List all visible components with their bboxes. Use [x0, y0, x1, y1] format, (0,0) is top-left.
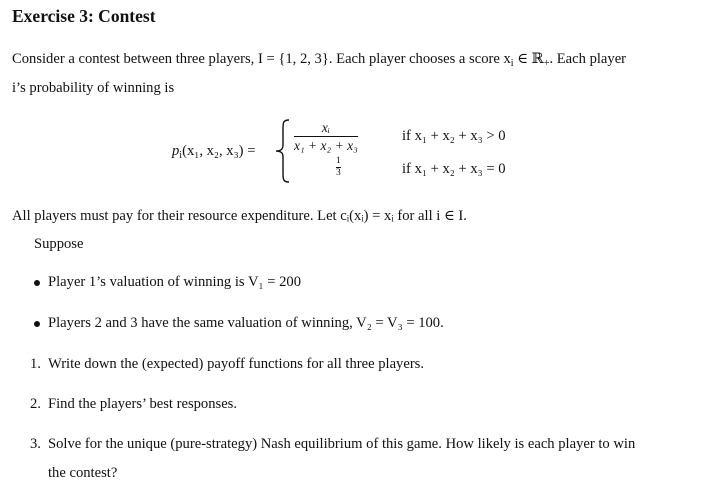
case2-fraction	[336, 157, 341, 178]
question-3-continuation: the contest?	[48, 465, 118, 481]
left-brace-icon	[272, 119, 292, 183]
case1-numerator: xᵢ	[321, 120, 330, 135]
question-1-number: 1.	[30, 356, 41, 372]
exercise-title: Exercise 3: Contest	[12, 6, 156, 26]
question-3-text: Solve for the unique (pure-strategy) Nash equilibrium of this game. How likely is each player to win	[48, 436, 636, 452]
intro-line-1-end: . Each player	[549, 51, 627, 67]
intro-line-2: i’s probability of winning is	[12, 80, 175, 96]
bullet-icon	[34, 280, 40, 286]
intro-line-1-rest: ∈ ℝ	[513, 51, 544, 67]
suppose-text: Suppose	[34, 236, 84, 252]
question-2-text: Find the players’ best responses.	[48, 396, 238, 412]
case2-condition: if x₁ + x₂ + x₃ = 0	[402, 161, 506, 177]
formula-lhs-sub: i	[179, 150, 183, 161]
case1-denominator: x₁ + x₂ + x₃	[294, 138, 358, 153]
bullet-icon	[34, 321, 40, 327]
question-2-number: 2.	[30, 396, 41, 412]
question-3-number: 3.	[30, 436, 41, 452]
intro-line-1-text: Consider a contest between three players, I = {1, 2, 3}. Each player chooses a score x	[12, 51, 511, 67]
question-1-text: Write down the (expected) payoff functions for all three players.	[48, 356, 425, 372]
cost-line: All players must pay for their resource expenditure. Let cᵢ(xᵢ) = xᵢ for all i ∈ I.	[12, 208, 467, 224]
formula-lhs	[172, 143, 255, 160]
case2-denominator: 3	[336, 168, 341, 178]
fraction-bar	[294, 136, 358, 137]
intro-line-1	[12, 50, 626, 68]
formula-lhs-p: p	[172, 143, 180, 159]
intro-sub-plus: +	[543, 58, 550, 69]
formula-lhs-args: (x₁, x₂, x₃) =	[182, 143, 256, 159]
intro-sub-i: i	[510, 58, 514, 69]
bullet-item-2: Players 2 and 3 have the same valuation of winning, V₂ = V₃ = 100.	[48, 315, 444, 331]
case1-fraction	[294, 120, 358, 153]
bullet-item-1: Player 1’s valuation of winning is V₁ = 200	[48, 274, 302, 290]
case1-condition: if x₁ + x₂ + x₃ > 0	[402, 128, 506, 144]
case2-numerator: 1	[336, 156, 341, 166]
